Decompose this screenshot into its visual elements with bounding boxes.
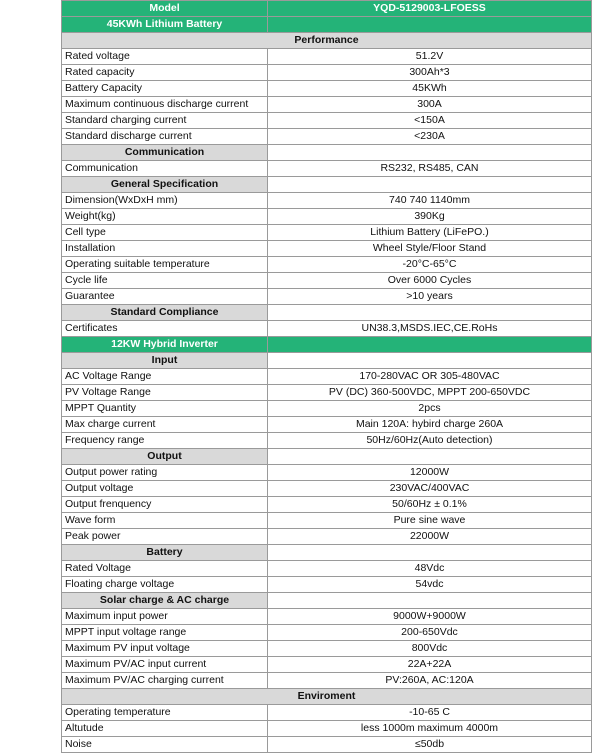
spec-value: 50Hz/60Hz(Auto detection) [268,433,592,449]
spec-value: RS232, RS485, CAN [268,161,592,177]
spec-label: Maximum PV input voltage [62,641,268,657]
spec-value: 170-280VAC OR 305-480VAC [268,369,592,385]
spec-value: Pure sine wave [268,513,592,529]
spec-value: Lithium Battery (LiFePO.) [268,225,592,241]
inverter-title-row [62,337,592,353]
spec-row [62,321,592,337]
spec-value: Over 6000 Cycles [268,273,592,289]
spec-row [62,657,592,673]
spec-label: Max charge current [62,417,268,433]
spec-row [62,401,592,417]
section-blank-cell [268,145,592,161]
section-title: Enviroment [62,689,592,705]
battery-title-row [62,17,592,33]
spec-row [62,497,592,513]
section-blank-cell [268,449,592,465]
model-header-row [62,1,592,17]
spec-row [62,81,592,97]
spec-value: 22A+22A [268,657,592,673]
spec-value: <230A [268,129,592,145]
spec-value: 230VAC/400VAC [268,481,592,497]
spec-row [62,417,592,433]
spec-row [62,65,592,81]
spec-label: Operating suitable temperature [62,257,268,273]
battery-title: 45KWh Lithium Battery [62,17,268,33]
spec-label: Output voltage [62,481,268,497]
spec-value: 300A [268,97,592,113]
spec-label: Weight(kg) [62,209,268,225]
spec-row [62,737,592,753]
section-blank-cell [268,305,592,321]
spec-label: Output power rating [62,465,268,481]
spec-row [62,241,592,257]
spec-table [61,0,592,753]
spec-value: ≤50db [268,737,592,753]
spec-label: PV Voltage Range [62,385,268,401]
spec-label: AC Voltage Range [62,369,268,385]
spec-label: Cell type [62,225,268,241]
spec-row [62,481,592,497]
section-header-row [62,689,592,705]
spec-label: Rated capacity [62,65,268,81]
spec-value: 12000W [268,465,592,481]
section-title: Input [62,353,268,369]
spec-label: Certificates [62,321,268,337]
section-header-row [62,177,592,193]
spec-label: Maximum input power [62,609,268,625]
spec-value: Wheel Style/Floor Stand [268,241,592,257]
section-title: Standard Compliance [62,305,268,321]
spec-label: Floating charge voltage [62,577,268,593]
section-blank-cell [268,593,592,609]
section-header-row [62,305,592,321]
spec-value: -10-65 C [268,705,592,721]
spec-label: Output frenquency [62,497,268,513]
spec-label: Frequency range [62,433,268,449]
spec-row [62,129,592,145]
spec-row [62,433,592,449]
section-header-row [62,145,592,161]
spec-row [62,273,592,289]
spec-value: 800Vdc [268,641,592,657]
section-title: Communication [62,145,268,161]
spec-value: 2pcs [268,401,592,417]
spec-label: MPPT input voltage range [62,625,268,641]
spec-row [62,465,592,481]
spec-row [62,113,592,129]
spec-label: Dimension(WxDxH mm) [62,193,268,209]
spec-value: 22000W [268,529,592,545]
spec-row [62,193,592,209]
spec-label: Operating temperature [62,705,268,721]
spec-label: Installation [62,241,268,257]
spec-row [62,641,592,657]
spec-label: Standard discharge current [62,129,268,145]
section-header-row [62,33,592,49]
section-title: Solar charge & AC charge [62,593,268,609]
spec-label: Communication [62,161,268,177]
spec-value: UN38.3,MSDS.IEC,CE.RoHs [268,321,592,337]
spec-value: 48Vdc [268,561,592,577]
spec-label: Battery Capacity [62,81,268,97]
spec-label: Maximum continuous discharge current [62,97,268,113]
inverter-title: 12KW Hybrid Inverter [62,337,268,353]
section-header-row [62,353,592,369]
model-label: Model [62,1,268,17]
section-title: Performance [62,33,592,49]
spec-value: 740 740 1140mm [268,193,592,209]
section-header-row [62,449,592,465]
spec-value: >10 years [268,289,592,305]
spec-row [62,609,592,625]
section-title: General Specification [62,177,268,193]
spec-label: Guarantee [62,289,268,305]
spec-value: 50/60Hz ± 0.1% [268,497,592,513]
spec-value: Main 120A: hybird charge 260A [268,417,592,433]
battery-title-blank [268,17,592,33]
spec-value: 51.2V [268,49,592,65]
spec-value: 390Kg [268,209,592,225]
spec-row [62,721,592,737]
spec-value: 45KWh [268,81,592,97]
spec-label: Noise [62,737,268,753]
section-title: Output [62,449,268,465]
spec-value: 54vdc [268,577,592,593]
spec-row [62,385,592,401]
spec-label: Altutude [62,721,268,737]
spec-row [62,561,592,577]
spec-row [62,257,592,273]
spec-value: PV:260A, AC:120A [268,673,592,689]
spec-label: Maximum PV/AC charging current [62,673,268,689]
inverter-title-blank [268,337,592,353]
spec-label: Maximum PV/AC input current [62,657,268,673]
spec-value: 300Ah*3 [268,65,592,81]
spec-label: Wave form [62,513,268,529]
spec-row [62,161,592,177]
spec-value: -20°C-65°C [268,257,592,273]
spec-label: Rated voltage [62,49,268,65]
section-header-row [62,593,592,609]
spec-row [62,209,592,225]
spec-label: Rated Voltage [62,561,268,577]
spec-label: MPPT Quantity [62,401,268,417]
spec-row [62,577,592,593]
spec-row [62,529,592,545]
section-blank-cell [268,177,592,193]
spec-row [62,369,592,385]
spec-row [62,49,592,65]
spec-row [62,513,592,529]
spec-row [62,289,592,305]
spec-row [62,673,592,689]
section-title: Battery [62,545,268,561]
spec-row [62,705,592,721]
spec-value: less 1000m maximum 4000m [268,721,592,737]
spec-sheet [61,0,591,753]
spec-row [62,97,592,113]
spec-value: PV (DC) 360-500VDC, MPPT 200-650VDC [268,385,592,401]
section-header-row [62,545,592,561]
section-blank-cell [268,353,592,369]
spec-value: 200-650Vdc [268,625,592,641]
spec-label: Standard charging current [62,113,268,129]
model-value: YQD-5129003-LFOESS [268,1,592,17]
spec-row [62,625,592,641]
section-blank-cell [268,545,592,561]
spec-label: Peak power [62,529,268,545]
spec-value: 9000W+9000W [268,609,592,625]
spec-label: Cycle life [62,273,268,289]
spec-value: <150A [268,113,592,129]
spec-row [62,225,592,241]
